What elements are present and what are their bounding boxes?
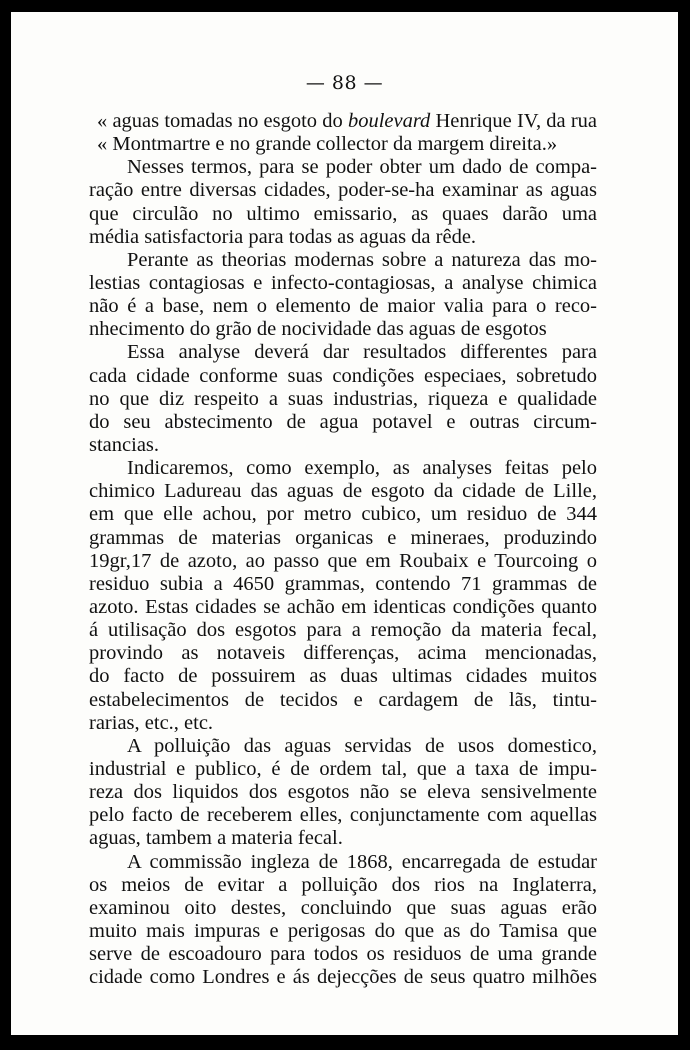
- text-line: Nesses termos, para se poder obter um dado de compa-: [127, 156, 597, 179]
- text-line: do seu abstecimento de agua potavel e outras circum-: [89, 410, 597, 433]
- text-line: do facto de possuirem as duas ultimas cidades muitos: [89, 665, 597, 688]
- text-line: serve de escoadouro para todos os residuos de uma grande: [89, 943, 597, 966]
- text-line: chimico Ladureau das aguas de esgoto da cidade de Lille,: [89, 480, 597, 503]
- text-line: no que diz respeito a suas industrias, riqueza e qualidade: [89, 387, 597, 410]
- text-line: « Montmartre e no grande collector da margem direita.»: [97, 133, 558, 156]
- text-line: estabelecimentos de tecidos e cardagem de lãs, tintu-: [89, 688, 597, 711]
- text-line: Perante as theorias modernas sobre a natureza das mo-: [127, 248, 597, 271]
- text-line: lestias contagiosas e infecto-contagiosas, a analyse chimica: [89, 271, 597, 294]
- text-line: não é a base, nem o elemento de maior valia para o reco-: [89, 295, 597, 318]
- text-line: A polluição das aguas servidas de usos domestico,: [127, 734, 597, 757]
- text-line: aguas, tambem a materia fecal.: [89, 827, 343, 850]
- page-number: — 88 —: [305, 72, 384, 94]
- text-line: que circulão no ultimo emissario, as quaes darão uma: [89, 202, 597, 225]
- text-line: Indicaremos, como exemplo, as analyses feitas pelo: [127, 457, 597, 480]
- text-line: provindo as notaveis differenças, acima mencionadas,: [89, 642, 597, 665]
- text-line: muito mais impuras e perigosas do que as do Tamisa que: [89, 919, 597, 942]
- text-line: á utilisação dos esgotos para a remoção da materia fecal,: [89, 619, 597, 642]
- text-line: os meios de evitar a polluição dos rios na Inglaterra,: [89, 873, 597, 896]
- text-line: pelo facto de receberem elles, conjunctamente com aquellas: [89, 804, 597, 827]
- text-line: cidade como Londres e ás dejecções de seus quatro milhões: [89, 966, 597, 989]
- page-body: [89, 110, 597, 989]
- text-line: « aguas tomadas no esgoto do boulevard Henrique IV, da rua: [97, 110, 597, 132]
- text-line: stancias.: [89, 433, 160, 456]
- text-line: em que elle achou, por metro cubico, um residuo de 344: [89, 503, 597, 526]
- text-line: média satisfactoria para todas as aguas da rêde.: [89, 225, 477, 248]
- text-line: ração entre diversas cidades, poder-se-ha examinar as aguas: [89, 179, 597, 202]
- text-line: rarias, etc., etc.: [89, 711, 214, 734]
- text-line: residuo subia a 4650 grammas, contendo 71 grammas de: [89, 572, 597, 595]
- text-line: grammas de materias organicas e mineraes, produzindo: [89, 526, 597, 549]
- text-line: cada cidade conforme suas condições especiaes, sobretudo: [89, 364, 597, 387]
- italic-word: boulevard: [347, 110, 431, 132]
- text-line: industrial e publico, é de ordem tal, que a taxa de impu-: [89, 757, 597, 780]
- text-line: 19gr,17 de azoto, ao passo que em Roubaix e Tourcoing o: [89, 549, 597, 572]
- text-line: Essa analyse deverá dar resultados differentes para: [127, 341, 597, 364]
- text-line: examinou oito destes, concluindo que suas aguas erão: [89, 896, 597, 919]
- text-line: nhecimento do grão de nocividade das aguas de esgotos: [89, 318, 547, 341]
- text-line: reza dos liquidos dos esgotos não se eleva sensivelmente: [89, 781, 597, 804]
- book-page: [11, 12, 678, 1035]
- text-line: A commissão ingleza de 1868, encarregada de estudar: [127, 850, 597, 873]
- text-line: azoto. Estas cidades se achão em identicas condições quanto: [89, 595, 597, 618]
